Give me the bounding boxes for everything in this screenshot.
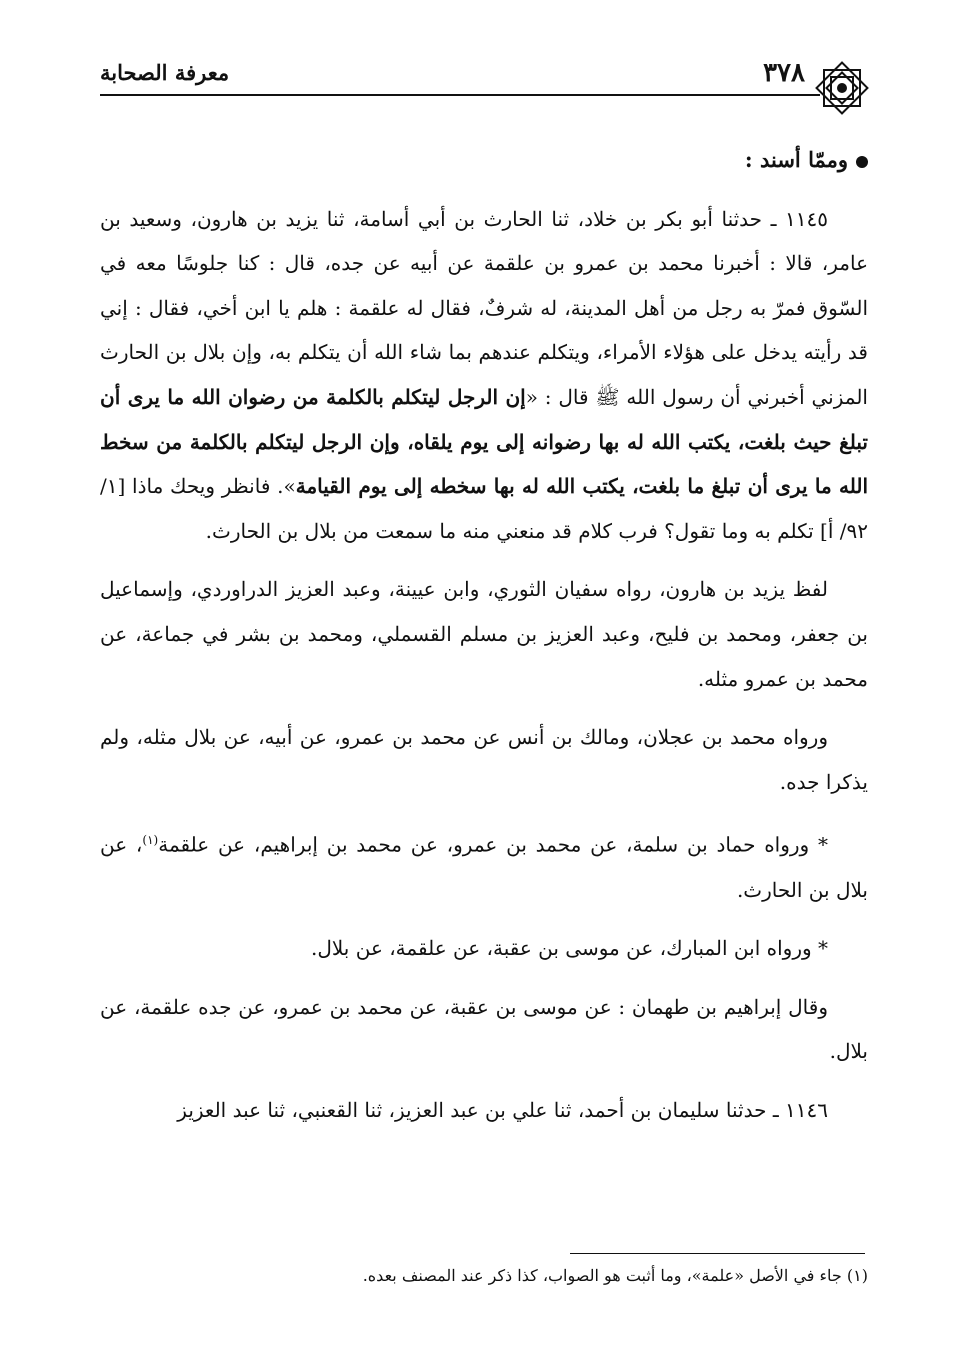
section-heading-label: وممّا أسند : [744, 147, 848, 172]
paragraph-tahman: وقال إبراهيم بن طهمان : عن موسى بن عقبة، عن محمد بن عمرو، عن جده علقمة، عن بلال. [100, 994, 868, 1064]
paragraph-mubarak: * ورواه ابن المبارك، عن موسى بن عقبة، عن علقمة، عن بلال. [310, 936, 828, 961]
hadith-1146: ١١٤٦ ـ حدثنا سليمان بن أحمد، ثنا علي بن عبد العزيز، ثنا القعنبي، ثنا عبد العزيز [177, 1097, 828, 1122]
hadith-1145-chain: ١١٤٥ ـ حدثنا أبو بكر بن خلاد، ثنا الحارث بن أبي أسامة، ثنا يزيد بن هارون، وسعيد بن عامر، قالا : أخبرنا محمد بن عمرو بن علقمة عن أبيه عن جده، قال : كنا جلوسًا معه في السّوق فمرّ به رجل من أهل المدينة، له شرفٌ، فقال له علقمة : هلم يا ابن أخي، فقال : إني قد رأيته يدخل على هؤلاء الأمراء، ويتكلم عندهم بما شاء الله أن يتكلم به، وإن بلال بن الحارث المزني أخبرني أن رسول الله ﷺ قال : « [100, 206, 868, 409]
hadith-1145-matn: إن الرجل ليتكلم بالكلمة من رضوان الله ما يرى أن تبلغ حيث بلغت، يكتب الله له بها رضوانه إلى يوم يلقاه، وإن الرجل ليتكلم بالكلمة من سخط الله ما يرى أن تبلغ ما بلغت، يكتب الله له بها سخطه إلى يوم القيامة [100, 384, 869, 499]
page-header [100, 60, 865, 90]
section-heading [100, 138, 868, 183]
octagram-ornament-icon [812, 58, 872, 118]
hadith-1145-end: ». فانظر ويحك ماذا [١/ ٩٢/ أ] تكلم به وما تقول؟ فرب كلام قد منعني منه ما سمعت من بلال بن الحارث. [100, 474, 868, 543]
paragraph-ajlan: ورواه محمد بن عجلان، ومالك بن أنس عن محمد بن عمرو، عن أبيه، عن بلال مثله، ولم يذكرا جده. [100, 725, 868, 794]
paragraph-hammad [100, 818, 868, 912]
paragraph-hammad-text: * ورواه حماد بن سلمة، عن محمد بن عمرو، عن محمد بن إبراهيم، عن علقمة [158, 832, 828, 857]
main-text [100, 138, 868, 1147]
header-rule [100, 94, 820, 96]
page-number: ٣٧٨ [763, 58, 805, 88]
bullet-icon [856, 156, 868, 168]
footnote-rule [570, 1253, 865, 1254]
header-title: معرفة الصحابة [100, 60, 230, 85]
paragraph-hammad-end: ، عن بلال بن الحارث. [100, 832, 868, 902]
footnote-ref: (١) [142, 833, 159, 848]
hadith-1145 [100, 197, 868, 554]
footnote: (١) جاء في الأصل «علمة»، وما أثبت هو الصواب، كذا ذكر عند المصنف بعده. [362, 1266, 868, 1285]
paragraph-narrators: لفظ يزيد بن هارون، رواه سفيان الثوري، وابن عيينة، وعبد العزيز الدراوردي، وإسماعيل بن جعفر، ومحمد بن فليح، وعبد العزيز بن مسلم القسملي، ومحمد بن بشر في جماعة، عن محمد بن عمرو مثله. [100, 577, 868, 691]
